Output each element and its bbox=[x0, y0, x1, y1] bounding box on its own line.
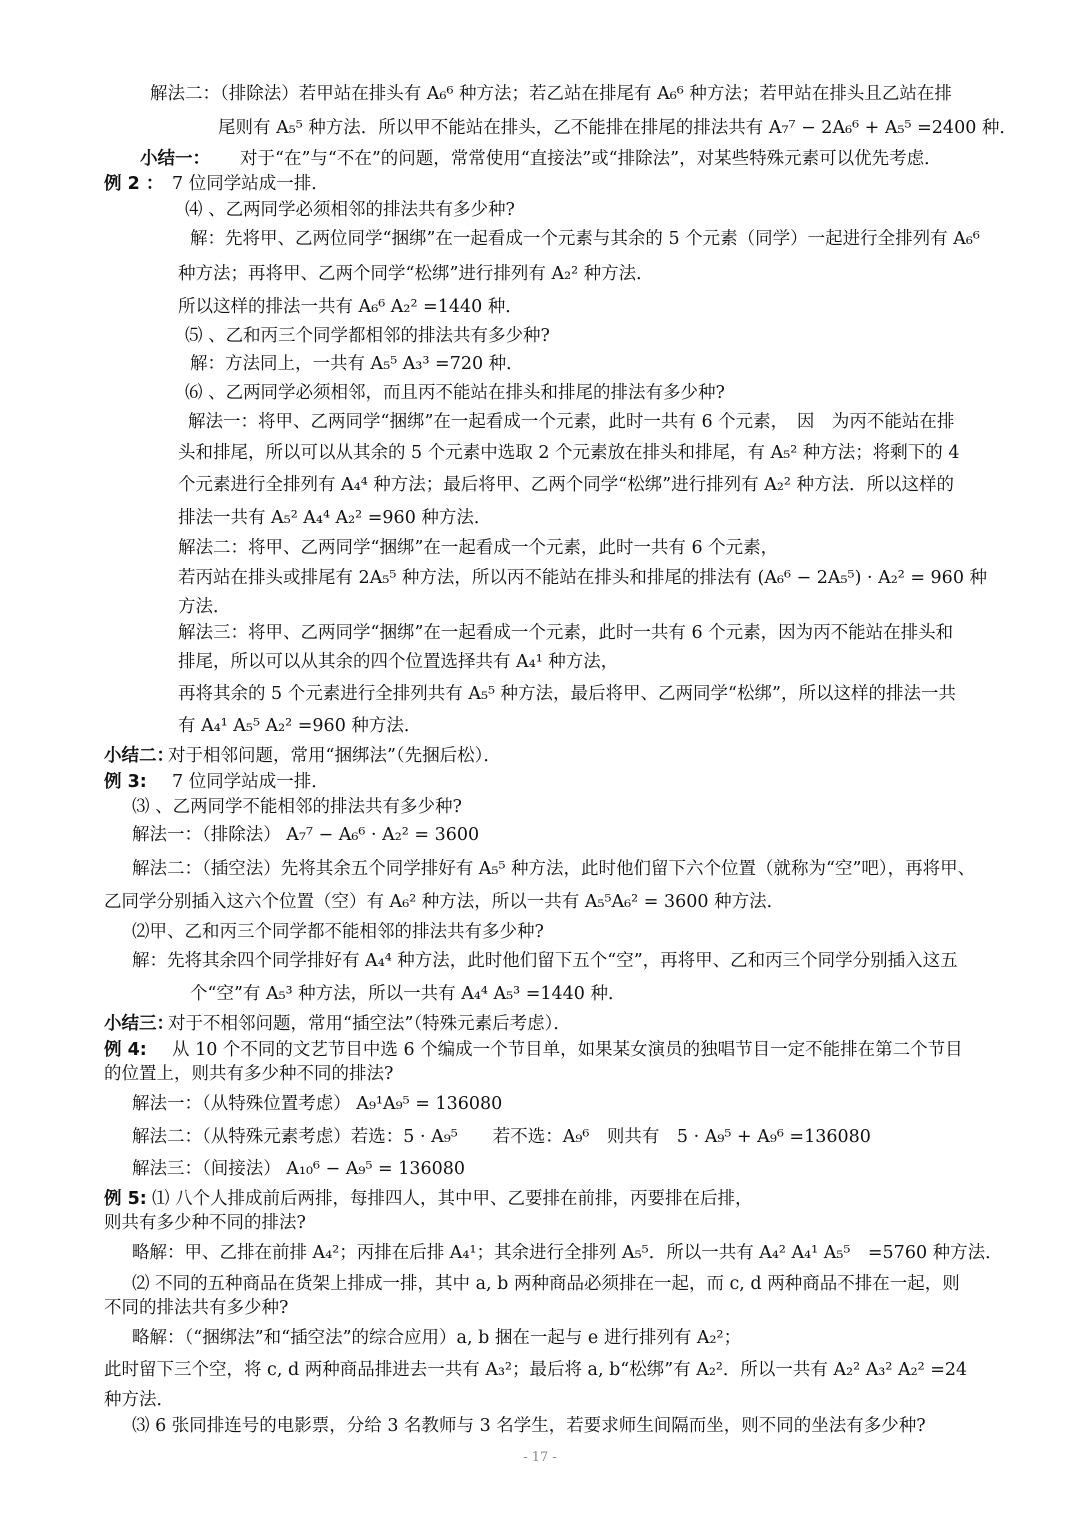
section-label: 小结二： bbox=[104, 746, 174, 766]
text-line: 解法一：（从特殊位置考虑） A₉¹A₉⁵ = 136080 bbox=[132, 1094, 503, 1114]
text-line: 解法三：（间接法） A₁₀⁶ − A₉⁵ = 136080 bbox=[132, 1159, 466, 1179]
text-line: 所以这样的排法一共有 A₆⁶ A₂² =1440 种． bbox=[178, 297, 523, 317]
text-line: 解：方法同上，一共有 A₅⁵ A₃³ =720 种． bbox=[190, 354, 524, 374]
text-line: 尾则有 A₅⁵ 种方法．所以甲不能站在排头，乙不能排在排尾的排法共有 A₇⁷ − 2A₆⁶ + A₅⁵ =2400 种． bbox=[218, 118, 1017, 138]
text-line: 排法一共有 A₅² A₄⁴ A₂² =960 种方法． bbox=[178, 508, 492, 528]
text-line: 的位置上，则共有多少种不同的排法? bbox=[104, 1064, 394, 1084]
text-line: 解法一：将甲、乙两同学“捆绑”在一起看成一个元素，此时一共有 6 个元素， 因 为丙不能站在排 bbox=[188, 412, 955, 432]
text-line: 解：先将甲、乙两位同学“捆绑”在一起看成一个元素与其余的 5 个元素（同学）一起进行全排列有 A₆⁶ bbox=[190, 229, 980, 249]
text-line: ⑴ 八个人排成前后两排，每排四人，其中甲、乙要排在前排，丙要排在后排， bbox=[152, 1189, 753, 1209]
text-line: 从 10 个不同的文艺节目中选 6 个编成一个节目单，如果某女演员的独唱节目一定不能排在第二个节目 bbox=[172, 1040, 963, 1060]
text-line: 种方法；再将甲、乙两个同学“松绑”进行排列有 A₂² 种方法． bbox=[178, 264, 654, 284]
section-label: 例 5: bbox=[104, 1189, 147, 1209]
text-line: 乙同学分别插入这六个位置（空）有 A₆² 种方法，所以一共有 A₅⁵A₆² = 3600 种方法． bbox=[104, 892, 785, 912]
text-line: 解法一：（排除法） A₇⁷ − A₆⁶ · A₂² = 3600 bbox=[132, 825, 480, 845]
text-line: 方法． bbox=[178, 597, 231, 617]
section-label: 例 3: bbox=[104, 772, 147, 792]
section-label: 小结一： bbox=[140, 149, 210, 169]
text-line: 解法三：将甲、乙两同学“捆绑”在一起看成一个元素，此时一共有 6 个元素，因为丙不能站在排头和 bbox=[178, 623, 954, 643]
section-label: 例 4: bbox=[104, 1040, 147, 1060]
text-line: 对于不相邻问题，常用“插空法”（特殊元素后考虑）． bbox=[168, 1014, 571, 1034]
text-line: 解法二：（排除法）若甲站在排头有 A₆⁶ 种方法；若乙站在排尾有 A₆⁶ 种方法；若甲站在排头且乙站在排 bbox=[150, 84, 952, 104]
text-line: 此时留下三个空，将 c, d 两种商品排进去一共有 A₃²；最后将 a, b“松绑”有 A₂²．所以一共有 A₂² A₃² A₂² =24 bbox=[104, 1360, 968, 1380]
text-line: 个“空”有 A₅³ 种方法，所以一共有 A₄⁴ A₅³ =1440 种． bbox=[190, 984, 626, 1004]
text-line: 有 A₄¹ A₅⁵ A₂² =960 种方法． bbox=[178, 716, 422, 736]
text-line: 不同的排法共有多少种? bbox=[104, 1298, 289, 1318]
section-label: 小结三： bbox=[104, 1014, 174, 1034]
text-line: ⑶ 6 张同排连号的电影票，分给 3 名教师与 3 名学生，若要求师生间隔而坐，则不同的坐法有多少种? bbox=[132, 1416, 926, 1436]
text-line: 则共有多少种不同的排法? bbox=[104, 1213, 306, 1233]
text-line: 解法二：将甲、乙两同学“捆绑”在一起看成一个元素，此时一共有 6 个元素， bbox=[178, 538, 779, 558]
text-line: ⑶ 、乙两同学不能相邻的排法共有多少种? bbox=[132, 797, 462, 817]
text-line: ⑸ 、乙和丙三个同学都相邻的排法共有多少种? bbox=[185, 326, 550, 346]
text-line: 再将其余的 5 个元素进行全排列共有 A₅⁵ 种方法，最后将甲、乙两同学“松绑”，所以这样的排法一共 bbox=[178, 684, 956, 704]
text-line: 对于“在”与“不在”的问题，常常使用“直接法”或“排除法”，对某些特殊元素可以优先考虑． bbox=[240, 149, 942, 169]
text-line: 头和排尾，所以可以从其余的 5 个元素中选取 2 个元素放在排头和排尾，有 A₅² 种方法；将剩下的 4 bbox=[178, 443, 960, 463]
text-line: 种方法． bbox=[104, 1390, 174, 1410]
page-number: - 17 - bbox=[523, 1450, 557, 1465]
text-line: 解法二：（插空法）先将其余五个同学排好有 A₅⁵ 种方法，此时他们留下六个位置（就称为“空”吧），再将甲、 bbox=[132, 859, 976, 879]
text-line: ⑵ 不同的五种商品在货架上排成一排，其中 a, b 两种商品必须排在一起，而 c, d 两种商品不排在一起，则 bbox=[132, 1274, 960, 1294]
text-line: ⑷ 、乙两同学必须相邻的排法共有多少种? bbox=[185, 200, 515, 220]
text-line: 略解：甲、乙排在前排 A₄²；丙排在后排 A₄¹；其余进行全排列 A₅⁵．所以一共有 A₄² A₄¹ A₅⁵ =5760 种方法． bbox=[132, 1243, 1003, 1263]
text-line: 解法二：（从特殊元素考虑）若选：5 · A₉⁵ 若不选：A₉⁶ 则共有 5 · A₉⁵ + A₉⁶ =136080 bbox=[132, 1127, 871, 1147]
section-label: 例 2 ： bbox=[104, 174, 164, 194]
text-line: ⑹ 、乙两同学必须相邻，而且丙不能站在排头和排尾的排法有多少种? bbox=[185, 383, 725, 403]
text-line: 解：先将其余四个同学排好有 A₄⁴ 种方法，此时他们留下五个“空”，再将甲、乙和丙三个同学分别插入这五 bbox=[132, 951, 958, 971]
text-line: 对于相邻问题，常用“捆绑法”（先捆后松）． bbox=[168, 746, 501, 766]
text-line: 7 位同学站成一排． bbox=[172, 174, 329, 194]
text-line: 7 位同学站成一排． bbox=[172, 772, 329, 792]
text-line: ⑵甲、乙和丙三个同学都不能相邻的排法共有多少种? bbox=[132, 922, 544, 942]
text-line: 排尾，所以可以从其余的四个位置选择共有 A₄¹ 种方法， bbox=[178, 652, 619, 672]
text-line: 略解：（“捆绑法”和“插空法”的综合应用）a, b 捆在一起与 e 进行排列有 A₂²； bbox=[132, 1328, 742, 1348]
text-line: 若丙站在排头或排尾有 2A₅⁵ 种方法，所以丙不能站在排头和排尾的排法有 (A₆⁶ − 2A₅⁵) · A₂² = 960 种 bbox=[178, 568, 988, 588]
text-line: 个元素进行全排列有 A₄⁴ 种方法；最后将甲、乙两个同学“松绑”进行排列有 A₂² 种方法．所以这样的 bbox=[178, 475, 954, 495]
